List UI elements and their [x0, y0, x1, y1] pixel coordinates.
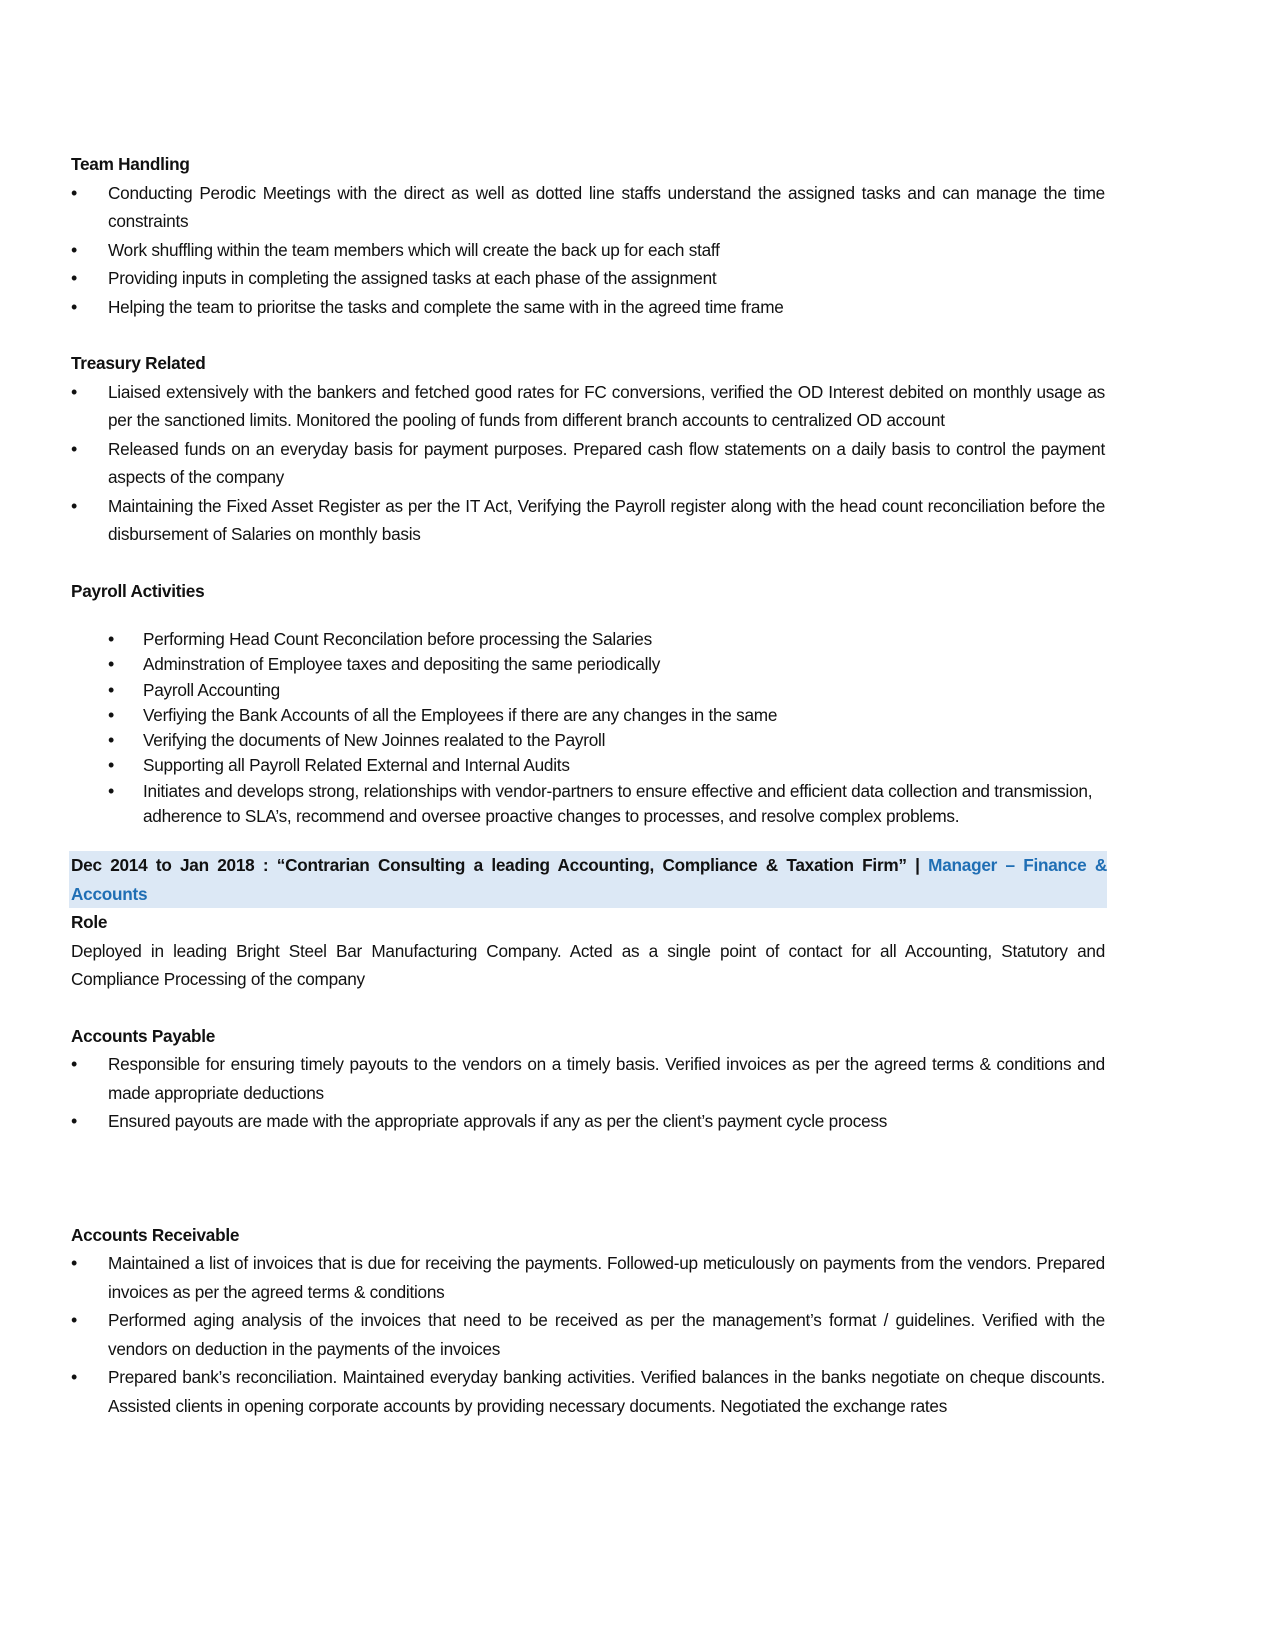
section-heading-payroll: Payroll Activities	[71, 580, 205, 601]
list-item: • Conducting Perodic Meetings with the direct as well as dotted line staffs understand the assigned tasks and can manage the time constraints	[71, 179, 1105, 236]
list-item: • Performing Head Count Reconcilation before processing the Salaries	[71, 627, 1105, 652]
spacer	[71, 1136, 1105, 1221]
list-item: • Maintaining the Fixed Asset Register as per the IT Act, Verifying the Payroll register along with the head count reconciliation before the disbursement of Salaries on monthly basis	[71, 492, 1105, 549]
section-heading-team-handling: Team Handling	[71, 154, 190, 174]
spacer	[71, 549, 1105, 577]
section-heading-accounts-receivable: Accounts Receivable	[71, 1224, 240, 1245]
list-item: • Providing inputs in completing the assigned tasks at each phase of the assignment	[71, 264, 1105, 293]
list-item: • Prepared bank’s reconciliation. Maintained everyday banking activities. Verified balances in the banks negotiate on cheque discounts. Assisted clients in opening corporate accounts by providing necessary documents. Negotiated the exchange rates	[71, 1363, 1105, 1420]
list-item: • Responsible for ensuring timely payouts to the vendors on a timely basis. Verified invoices as per the agreed terms & conditions and made appropriate deductions	[71, 1050, 1105, 1107]
job-period-company: Dec 2014 to Jan 2018 : “Contrarian Consulting a leading Accounting, Compliance & Taxation Firm” |	[71, 855, 929, 876]
list-item: • Verfiying the Bank Accounts of all the Employees if there are any changes in the same	[71, 703, 1105, 728]
list-item: • Adminstration of Employee taxes and depositing the same periodically	[71, 652, 1105, 677]
job-position: Manager – Finance & Accounts	[71, 855, 1107, 904]
accounts-receivable-list	[71, 1249, 1105, 1420]
section-heading-treasury: Treasury Related	[71, 353, 206, 373]
list-item: • Maintained a list of invoices that is due for receiving the payments. Followed-up meticulously on payments from the vendors. Prepared invoices as per the agreed terms & conditions	[71, 1249, 1105, 1306]
job-header-band	[69, 851, 1107, 908]
list-item: • Helping the team to prioritse the tasks and complete the same with in the agreed time frame	[71, 293, 1105, 322]
spacer	[71, 994, 1105, 1022]
section-heading-accounts-payable: Accounts Payable	[71, 1025, 216, 1046]
list-item: • Released funds on an everyday basis for payment purposes. Prepared cash flow statements on a daily basis to control the payment aspects of the company	[71, 435, 1105, 492]
list-item: • Performed aging analysis of the invoices that need to be received as per the management’s format / guidelines. Verified with the vendors on deduction in the payments of the invoices	[71, 1306, 1105, 1363]
list-item: • Verifying the documents of New Joinnes realated to the Payroll	[71, 728, 1105, 753]
treasury-list	[71, 378, 1105, 549]
team-handling-list	[71, 179, 1105, 322]
list-item: • Ensured payouts are made with the appropriate approvals if any as per the client’s payment cycle process	[71, 1107, 1105, 1136]
list-item: • Work shuffling within the team members which will create the back up for each staff	[71, 236, 1105, 265]
list-item: • Payroll Accounting	[71, 678, 1105, 703]
accounts-payable-list	[71, 1050, 1105, 1136]
resume-page	[71, 150, 1105, 1420]
spacer	[71, 321, 1105, 349]
role-description: Deployed in leading Bright Steel Bar Manufacturing Company. Acted as a single point of contact for all Accounting, Statutory and Compliance Processing of the company	[71, 940, 1105, 990]
payroll-list	[71, 605, 1105, 829]
list-item: • Liaised extensively with the bankers and fetched good rates for FC conversions, verified the OD Interest debited on monthly usage as per the sanctioned limits. Monitored the pooling of funds from different branch accounts to centralized OD account	[71, 378, 1105, 435]
section-heading-role: Role	[71, 912, 108, 933]
list-item: • Initiates and develops strong, relationships with vendor-partners to ensure effective and efficient data collection and transmission, adherence to SLA’s, recommend and oversee proactive changes to processes, and resolve complex problems.	[71, 779, 1105, 830]
list-item: • Supporting all Payroll Related External and Internal Audits	[71, 753, 1105, 778]
